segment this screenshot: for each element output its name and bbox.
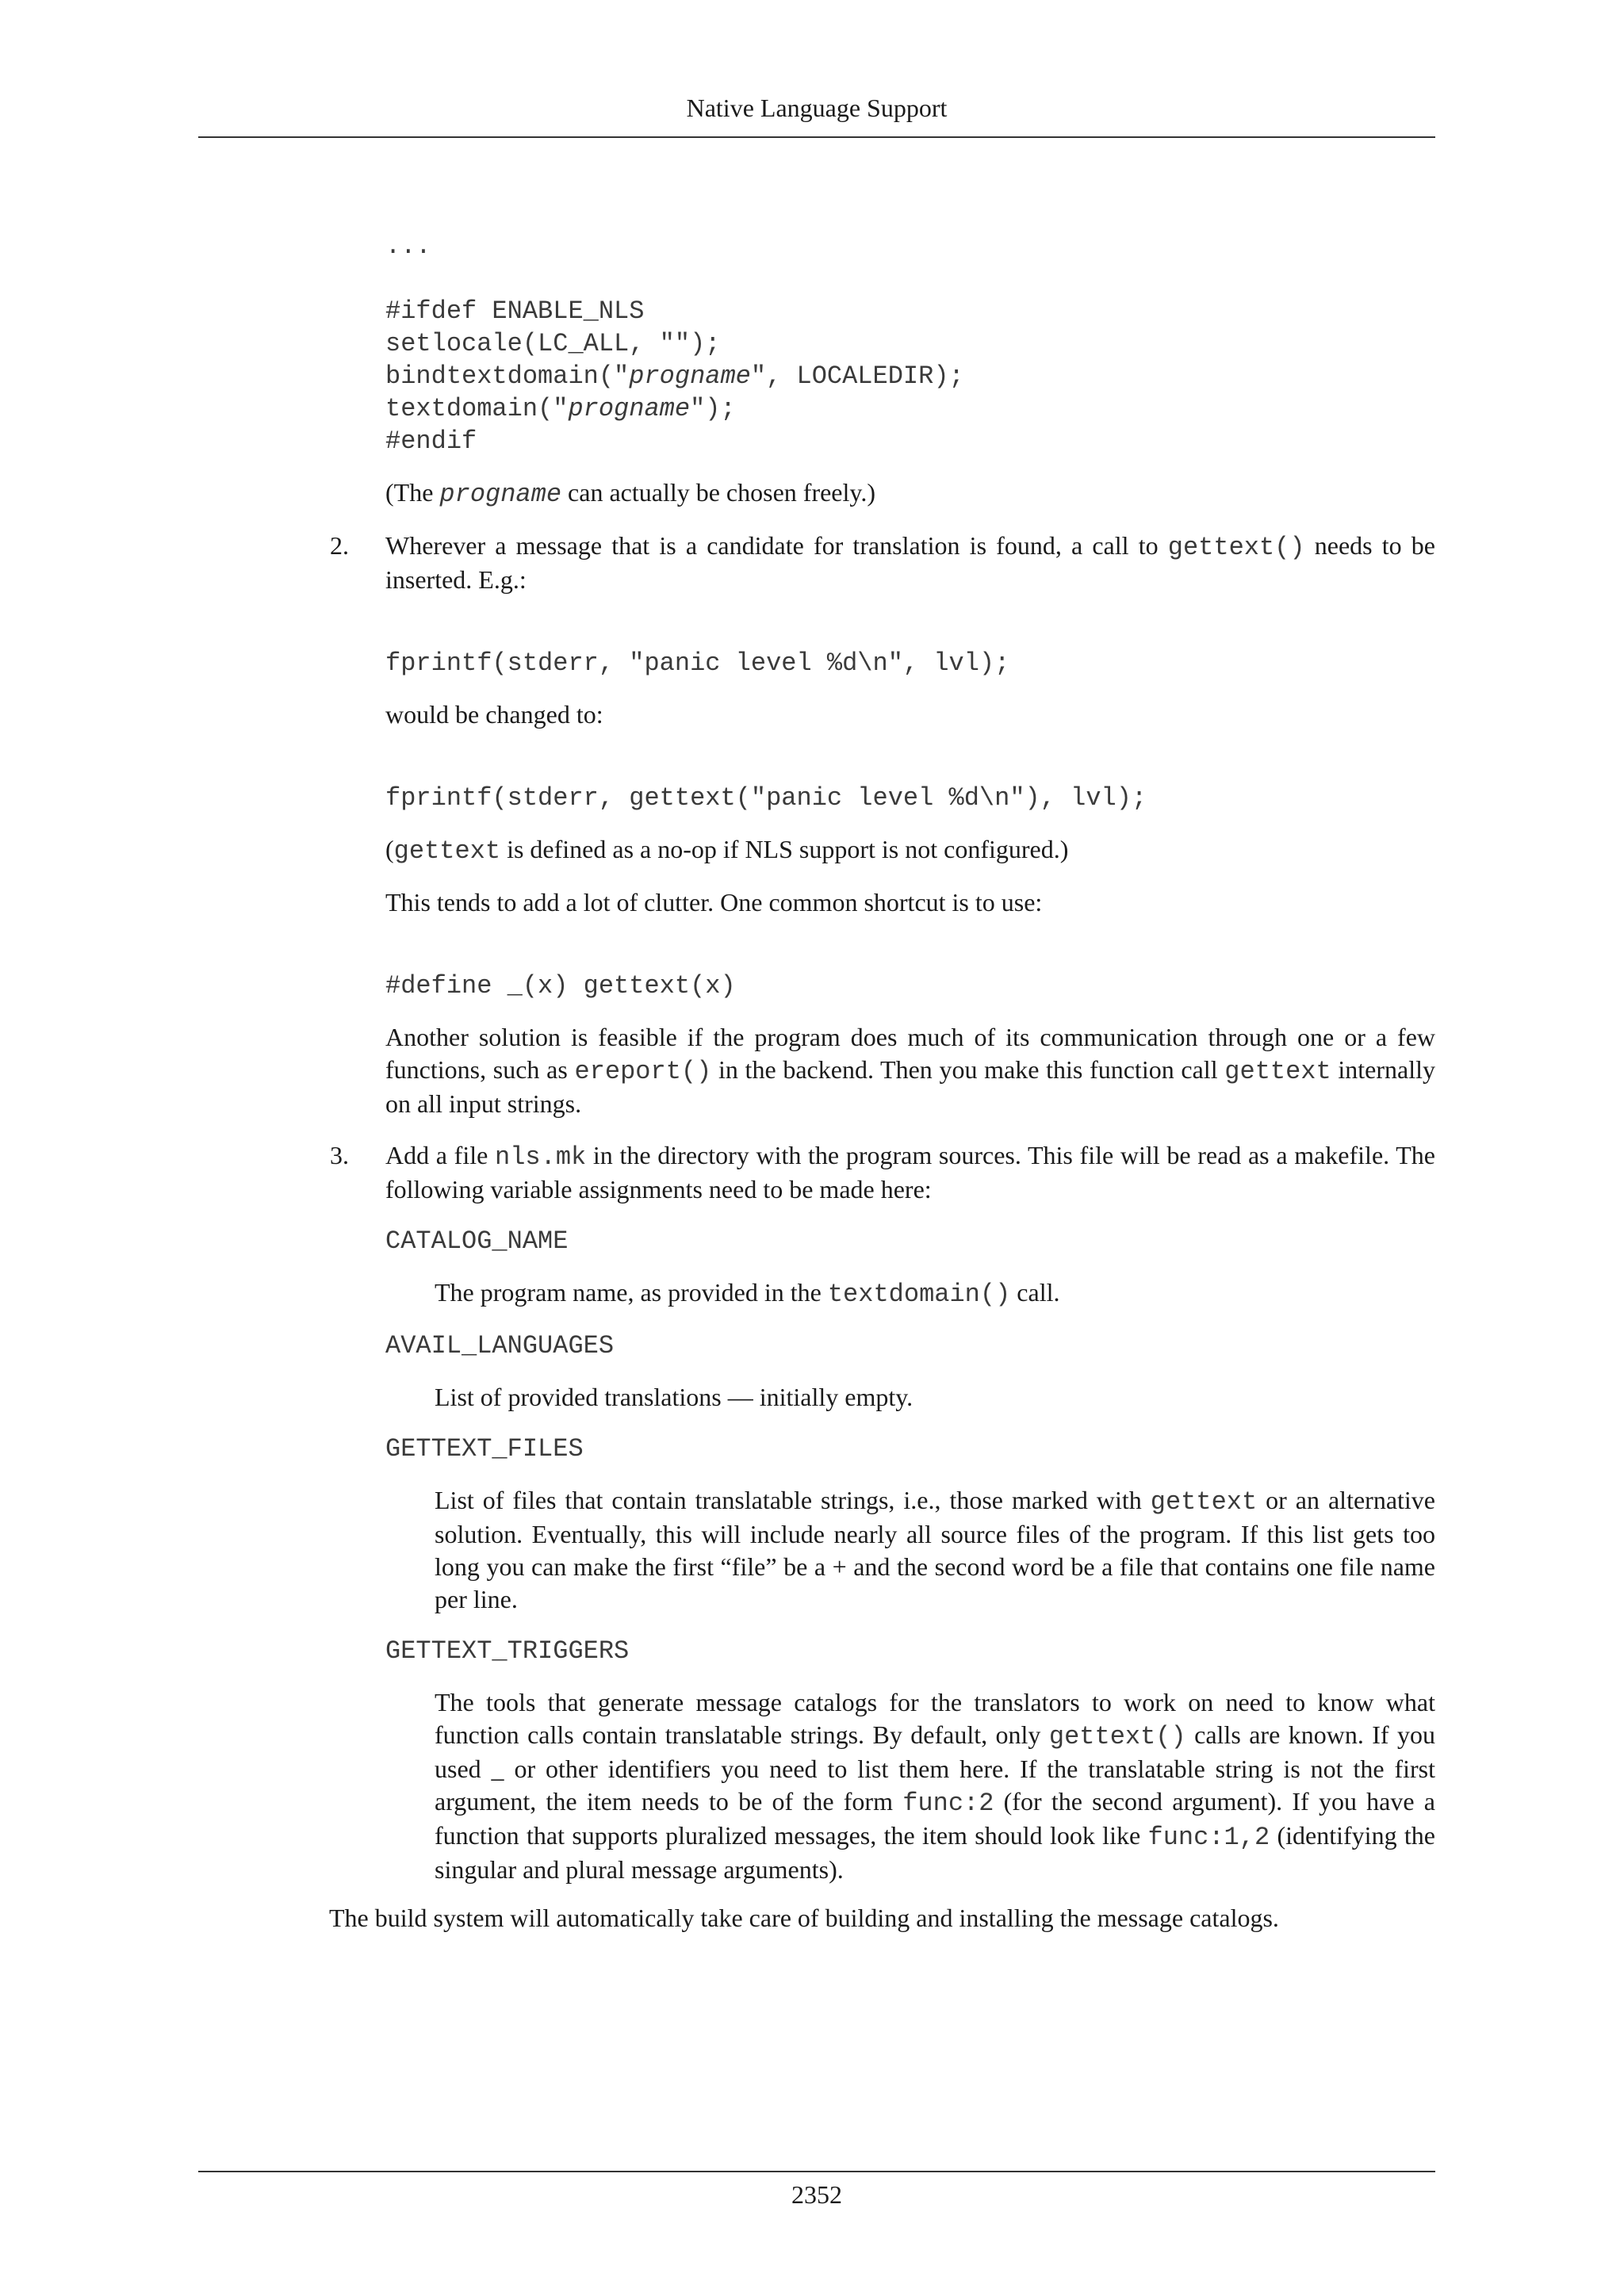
code-line: textdomain("progname"); [385,394,736,423]
term-gettext-triggers: GETTEXT_TRIGGERS [385,1636,630,1666]
code-line: setlocale(LC_ALL, ""); [385,329,721,358]
list-number: 2. [330,531,349,560]
list-item-3 [330,1139,1436,1206]
page-number: 2352 [791,2180,842,2209]
page-header: Native Language Support [686,94,948,122]
another-solution: Another solution is feasible if the program does much of its communication through one or a few functions, such as ereport() in the backend. Then you make this function call gettext internally on all input strings. [385,1023,1436,1118]
definition-gettext-files: List of files that contain translatable strings, i.e., those marked with gettext or an alternative solution. Eventually, this will include nearly all source files of the program. If this list gets too long you can make the first “file” be a + and the second word be a file that contains one file name per line. [435,1486,1436,1613]
progname-note: (The progname can actually be chosen freely.) [385,478,875,509]
code-define: #define _(x) gettext(x) [385,971,736,1001]
code-line: ... [385,232,431,261]
changed-to-text: would be changed to: [385,700,603,729]
code-example-before: fprintf(stderr, "panic level %d\n", lvl); [385,649,1010,678]
closing-paragraph: The build system will automatically take care of building and installing the message catalogs. [329,1904,1279,1932]
definition-avail-languages: List of provided translations — initially empty. [435,1383,914,1411]
definition-gettext-triggers: The tools that generate message catalogs for the translators to work on need to know what function calls contain translatable strings. By default, only gettext() calls are known. If you used _ or other identifiers you need to list them here. If the translatable string is not the first argument, the item needs to be of the form func:2 (for the second argument). If you have a function that supports pluralized messages, the item should look like func:1,2 (identifying the singular and plural message arguments). [435,1688,1436,1884]
term-gettext-files: GETTEXT_FILES [385,1434,584,1464]
definition-catalog-name: The program name, as provided in the textdomain() call. [435,1278,1060,1309]
code-line: #endif [385,427,477,456]
clutter-note: This tends to add a lot of clutter. One common shortcut is to use: [385,888,1043,916]
header-rule [198,136,1435,138]
footer-rule [198,2171,1435,2172]
term-avail-languages: AVAIL_LANGUAGES [385,1331,615,1360]
code-example-after: fprintf(stderr, gettext("panic level %d\n"), lvl); [385,783,1147,813]
term-catalog-name: CATALOG_NAME [385,1226,569,1256]
item-text: Add a file nls.mk in the directory with the program sources. This file will be read as a makefile. The following variable assignments need to be made here: [385,1141,1436,1203]
code-line: bindtextdomain("progname", LOCALEDIR); [385,362,964,391]
list-item-2 [330,530,1436,1120]
noop-note: (gettext is defined as a no-op if NLS support is not configured.) [385,835,1069,866]
list-number: 3. [330,1141,349,1169]
code-block-setup [385,230,1435,457]
page-content [198,230,1435,1934]
item-text: Wherever a message that is a candidate for translation is found, a call to gettext() needs to be inserted. E.g.: [385,531,1436,594]
code-line: #ifdef ENABLE_NLS [385,297,645,326]
